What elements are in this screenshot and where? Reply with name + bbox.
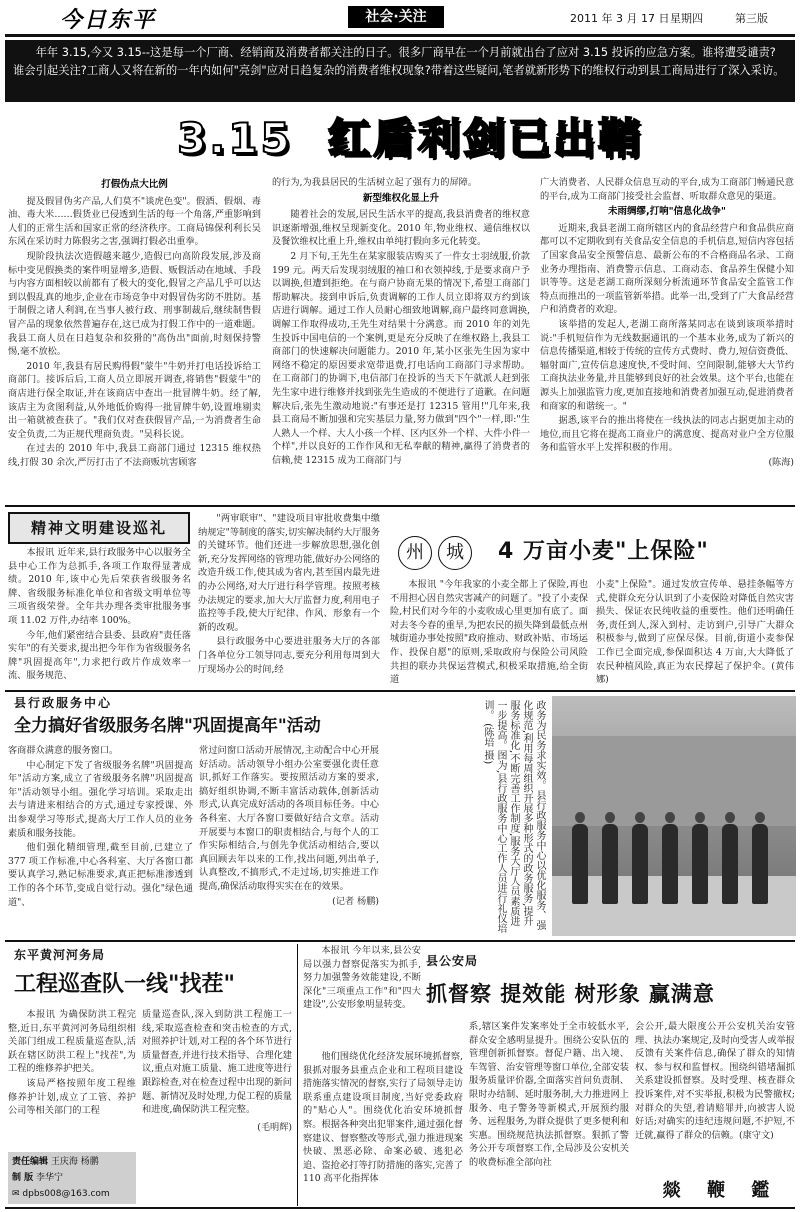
section-rule — [5, 690, 795, 692]
paragraph: 小麦"上保险"。通过发放宣传单、悬挂条幅等方式,使群众充分认识到了小麦保险对降低自然灾害损失、保证农民纯收益的重要性。他们还明确任务,责任到人,深入到村、走访到户,引导广大群众积极参与,做到了应保尽保。目前,街道小麦参保工作已全面完成,参保面积达 4 万亩,大大降低了农民种植风险,真正为农民撑起了保护伞。(黄伟娜) — [596, 579, 794, 684]
paragraph: 随着社会的发展,居民生活水平的提高,我县消费者的维权意识逐渐增强,维权呈现新变化。2010 年,物业维权、通信维权以及餐饮维权比重上升,维权由单纯打假向多元化转变。 — [272, 209, 530, 248]
paragraph: 本报讯 为确保防洪工程完整,近日,东平黄河河务局组织相关部门组成工程质量巡查队,活跃在辖区防洪工程上"找茬",为工程的维修养护把关。 — [8, 1009, 136, 1075]
spirit-col-1 — [8, 546, 191, 684]
police-col-1 — [303, 1050, 463, 1206]
svc-byline: (记者 杨鹏) — [332, 895, 379, 907]
bottom-rule — [5, 1207, 795, 1209]
photo-person — [752, 824, 768, 904]
photo-person — [722, 824, 738, 904]
svc-col-1 — [8, 744, 193, 934]
paragraph: 近期来,我县老湖工商所辖区内的食品经营户和食品供应商都可以不定期收到有关食品安全信息的手机信息,短信内容包括了国家食品安全预警信息、最新公布的不合格商品名录、工商业务办理指南、消费警示信息、工商动态、食品养生保健小知识等等。这是老湖工商所深刻分析流通环节食品安全监管工作特点而推出的一项监管新举措。此举一出,受到了广大食品经营户和消费者的欢迎。 — [540, 222, 794, 316]
main-article-col-2 — [272, 176, 530, 500]
wheat-col-2 — [596, 578, 794, 684]
river-col-2 — [142, 1008, 292, 1202]
river-kicker: 东平黄河河务局 — [14, 948, 106, 962]
editor-row — [12, 1154, 132, 1170]
paragraph: 的行为,为我县居民的生活树立起了强有力的屏障。 — [272, 177, 478, 188]
editor-name: 王庆海 杨鹏 — [50, 1157, 99, 1167]
svc-kicker: 县行政服务中心 — [14, 696, 113, 710]
issue-date: 2011 年 3 月 17 日 — [570, 12, 670, 25]
paragraph: 县行政服务中心要进驻服务大厅的各部门各单位分工领导同志,要充分利用每周到大厅现场办公的时间,经 — [198, 636, 380, 675]
wheat-logo — [398, 536, 478, 570]
paragraph: 他们强化精细管理,截至目前,已建立了 377 项工作标准,中心各科室、大厅各窗口都要认真学习,熟记标准要求,真正把标准渗透到工作的各个环节,变成自觉行动。强化"绿色通道"、 — [8, 842, 193, 908]
newspaper-logo: 今日东平 — [60, 7, 157, 33]
photo-person — [572, 824, 588, 904]
designer-name: 李华宁 — [36, 1173, 64, 1183]
masthead-rule — [5, 34, 795, 37]
caption-text: 政务为民务求实效。县行政服务中心以优化服务、强化规范,利用每周组织开展多种形式的政务服务,提升服务标准化,不断完善工作制度,服务大厅人员素质进一步提高。图为,县行政服务中心工作人员进行礼仪培训。 — [482, 700, 545, 934]
decor-label: 燚 鞭 鑑 — [662, 1180, 780, 1201]
paragraph: 现阶段执法次造假越来越少,造假已向高阶段发展,涉及商标中变见假换类的案件明显增多,造假、贩假活动在地域、手段与内容方面相较以前都有了极大的变化,假冒之产品几乎可以达到以假乱真的地步,企业在市场竞争中对假冒伪劣防不胜防。基于制假之诸人利润,在当事人被行政、刑事制裁后,继续制售假冒产品的现象依然普遍存在,这已成为打假工作中的一道难题。我县工商人员在日趋复杂和狡猾的"高伪出"面前,时刻保持警惕,毫不放松。 — [8, 250, 261, 358]
paragraph: 会公开,最大限度公开公安机关治安管理、执法办案规定,及时向受害人或举报反馈有关案件信息,确保了群众的知情权、参与权和监督权。围绕纠错堵漏抓关系建设抓督察。及时受理、核查群众投诉案件,对不实举报,积极为民警撤权;对群众的失望,着请赔罪并,向被害人说好话;对确实的违纪违规问题,不护短,不迁就,赢得了群众的信赖。(康守文) — [635, 1021, 795, 1141]
svc-photo-caption — [398, 700, 546, 936]
paragraph: 2 月下旬,王先生在某家服装店购买了一件女士羽绒服,价款 199 元。两天后发现羽绒服的袖口和衣领掉线,于是要求商户予以调换,但遭到拒绝。在与商户协商无果的情况下,希望工商部门帮助解决。接到申诉后,负责调解的工作人员立即将双方约到该店进行调解。通过工作人员耐心细致地调解,商户最终同意调换,调解工作取得成功,王先生对结果十分满意。而 2010 年的刘先生投诉中国电信的一个案例,更是充分反映了在维权路上,我县工商部门的快速解决问题能力。2010 年,某小区张先生因为家中网络不稳定的原因要求宽带退费,打电话向工商部门寻求帮助。在工商部门的协调下,电信部门在投诉的当天下午就派人赶到张先生家中进行维修并找到张先生造成的不便进行了道歉。在问题解决后,张先生激动地说:"有事还是打 12315 管用!"几年来,我县工商局不断加强和完实基层力量,努力做到"四个"一样,即:"生人熟人一个样、大人小孩一个样、区内区外一个样、大件小件一个样",并以良好的工作作风和无私奉献的精神,赢得了消费者的信赖,使 12315 成为工商部门与 — [272, 250, 530, 466]
paragraph: 质量巡查队,深入到防洪工程施工一线,采取巡查检查和突击检查的方式,对照养护计划,对工程的各个环节进行质量督查,并进行技术指导、合理化建议,重点对施工质量、施工进度等进行跟踪检查,对在检查过程中出现的新问题、新情况及时处理,力促工程的质量和进度,确保防洪工程完整。 — [142, 1009, 292, 1116]
paragraph: 2010 年,我县有居民购得假"蒙牛"牛奶并打电话投诉给工商部门。接诉后后,工商人员立即展开调查,将销售"假蒙牛"的商店进行保全取证,并在该商店中查出一批冒牌牛奶。经了解,该店主为贪图利益,从外地低价购得一批冒牌牛奶,设置堆剔卖出一箱就被查获了。"我们仅对查获假冒产品,一为消费者生命安全负责,二为正规代理商负责。"吴科长说。 — [8, 360, 261, 440]
paragraph: 客商群众满意的服务窗口。 — [8, 745, 119, 756]
wheat-col-1 — [390, 578, 588, 684]
wheat-logo-char-2: 城 — [438, 536, 472, 570]
main-article-col-1 — [8, 176, 261, 500]
photo-person — [662, 824, 678, 904]
caption-byline: (陈培 摄) — [482, 723, 493, 765]
spirit-col-2 — [198, 512, 380, 684]
email-row — [12, 1186, 132, 1202]
paragraph: 他们围绕优化经济发展环境抓督察,狠抓对服务县重点企业和工程项目建设措施落实情况的督察,实行了局领导走访联系重点建设项目制度,当好党委政府的"贴心人"。围绕优化治安环境抓督察。根据各种突出犯罪案件,通过强化督察建议、督察整改等形式,强力推进现案快破、黑恶必除、命案必破、逃犯必追、盗抢必打等打防措施的落实,完善了 110 高平化指挥体 — [303, 1051, 463, 1185]
police-col-3 — [635, 1020, 795, 1170]
email-icon: ✉ — [12, 1189, 20, 1199]
paragraph: 广大消费者、人民群众信息互动的平台,成为工商部门畅通民意的平台,成为工商部门接受社会监督、听取群众意见的渠道。 — [540, 177, 794, 202]
paragraph: 在过去的 2010 年中,我县工商部门通过 12315 维权热线,打假 30 余次,严厉打击了不法商贩坑害顾客 — [8, 443, 261, 468]
main-subhead-1: 打假伪点大比例 — [101, 179, 168, 190]
spirit-title: 精神文明建设巡礼 — [30, 519, 167, 537]
email-address: dpbs008@163.com — [22, 1189, 110, 1199]
masthead — [0, 0, 800, 36]
police-headline: 抓督察 提效能 树形象 赢满意 — [426, 981, 715, 1006]
credits-box — [8, 1152, 136, 1204]
photo-person — [632, 824, 648, 904]
section-rule — [5, 505, 795, 507]
paragraph: 本报讯 近年来,县行政服务中心以服务全县中心工作为总抓手,各项工作取得显著成绩。2010 年,该中心先后荣获省级服务名牌、省级服务标准化单位和省级文明单位等三项省级荣誉。全年共办理各类审批服务事项 11.02 万件,办结率 100%。 — [8, 547, 191, 626]
wheat-headline: 4 万亩小麦"上保险" — [498, 539, 709, 564]
photo-person — [602, 824, 618, 904]
paragraph: 据悉,该平台的推出将使在一线执法的同志占据更加主动的地位,而且它将在提高工商业户的满意度、提高对业户全方位服务和监管水平上发挥积极的作用。 — [540, 415, 794, 454]
paragraph: 本报讯 今年以来,县公安局以强力督察促落实为抓手,努力加强警务效能建设,不断深化"三项重点工作"和"四大建设",公安形象明显转变。 — [303, 945, 421, 1011]
issue-weekday: 星期四 — [670, 12, 703, 25]
photo-person — [692, 824, 708, 904]
paragraph: 该局严格按照年度工程维修养护计划,成立了工管、养护公司等相关部门的工程 — [8, 1077, 136, 1117]
page-number: 第三版 — [735, 12, 768, 25]
main-subhead-2: 新型维权化显上升 — [362, 192, 439, 204]
main-article-col-3 — [540, 176, 794, 500]
paragraph: 本报讯 "今年我家的小麦全都上了保险,再也不用担心因自然灾害减产的问题了。"投了小麦保险,村民们对今年的小麦收成心里更加有底了。面对去冬今春的重旱,为把农民的损失降到最低点州城街道办事处按照"政府推动、财政补贴、市场运作、投保自愿"的原则,采取政府与保险公司风险共担的联办共保运营模式,积极采取措施,给全街道 — [390, 579, 588, 684]
designer-row — [12, 1170, 132, 1186]
paragraph: 提及假冒伪劣产品,人们莫不"谈虎色变"。假酒、假烟、毒油、毒大米……假货业已侵透到生活的每一个角落,严重影响到人们的正常生活和国家正常的经济秩序。工商局锦保利利长吴东风在采访时力陈假劣之害,强调打假必出重拳。 — [8, 195, 261, 248]
training-photo — [552, 696, 796, 936]
section-rule — [5, 940, 795, 942]
svc-col-2 — [199, 744, 379, 934]
police-col-2 — [469, 1020, 629, 1206]
river-byline: (毛明辉) — [257, 1121, 292, 1133]
editor-label: 责任编辑 — [12, 1157, 49, 1167]
police-lead — [303, 944, 421, 1048]
river-col-1 — [8, 1008, 136, 1146]
spirit-title-box — [8, 512, 190, 544]
paragraph: "两审联审"、"建设项目审批收费集中缴纳规定"等制度的落实,切实解决制约大厅服务的关键环节。他们还进一步解放思想,强化创新,充分发挥网络的管理功能,做好办公网络的改造升级工作,使其成为省内,甚至国内最先进的办公网络,对大厅进行科学管理。按照考核办法规定的要求,加大大厅监督力度,利用电子监控等手段,使大厅纪律、作风、形象有一个新的改观。 — [198, 513, 380, 633]
intro-banner — [5, 40, 795, 102]
paragraph: 该举措的发起人,老湖工商所落某同志在谈到该项举措时说:"手机短信作为无线数据通讯的一个基本业务,成为了新兴的信息传播渠道,相较于传统的宣传方式费时、费力,短信资费低、辐射面广,宣传信息速度快,不受时间、空间限制,能够大大节约工商执法业务量,并且能够到良好的社会效果。这个平台,也能在源头上加强监管力度,更加直接地和消费者加强互动,促进消费者和商家的和谐统一。" — [540, 318, 794, 412]
wheat-logo-char-1: 州 — [398, 536, 432, 570]
paragraph: 中心制定下发了省级服务名牌"巩固提高年"活动方案,成立了省级服务名牌"巩固提高年"活动领导小组。强化学习培训。采取走出去与请进来相结合的方式,通过专家授课、外出参观学习等形式,提高大厅工作人员的业务素质和服务技能。 — [8, 759, 193, 839]
paragraph: 今年,他们紧密结合县委、县政府"责任落实年"的有关要求,提出把今年作为省级服务名牌"巩固提高年",力求把行政片作成效率一流、服务规范、 — [8, 629, 191, 682]
main-subhead-3: 未雨绸缪,打响"信息化战争" — [607, 206, 726, 218]
svc-headline: 全力搞好省级服务名牌"巩固提高年"活动 — [14, 716, 321, 736]
main-headline: 3.15 红盾利剑已出鞘 — [177, 114, 643, 163]
design-label: 制 版 — [12, 1173, 34, 1183]
paragraph: 系,辖区案件发案率处于全市较低水平,群众安全感明显提升。围绕公安队伍的管理创新抓督察。督促户籍、出入境、车驾管、治安管理等窗口单位,全部安装服务质量评价器,全面落实首问负责制、限时办结制、延时服务制,大力推进网上服务、电子警务等新模式,开展预约服务、远程服务,为群众提供了更多便利和实惠。围绕规范执法抓督察。狠抓了警务公开专项督察工作,全局涉及公安机关的收费标准全部向社 — [469, 1021, 629, 1168]
paragraph: 常过问窗口活动开展情况,主动配合中心开展好活动。活动领导小组办公室要强化责任意识,抓好工作落实。要按照活动方案的要求,搞好组织协调,不断丰富活动载体,创新活动形式,认真完成好活动的各项目标任务。中心各科室、大厅各窗口要做好结合文章。活动开展要与本窗口的职责相结合,与每个人的工作实际相结合,与创先争优活动相结合,要以真回顾去年以来的工作,找出问题,列出单子,认真整改,不搞形式,不走过场,切实推进工作提高,确保活动取得实实在在的效果。 — [199, 745, 379, 892]
intro-text: 年年 3.15,今又 3.15--这是每一个厂商、经销商及消费者都关注的日子。很多厂商早在一个月前就出台了应对 3.15 投诉的应急方案。谁将遭受谴责?谁会引起关注?工商人又将在新的一年内如何"亮剑"应对日趋复杂的消费者维权现象?带着这些疑问,笔者就新形势下的维权行动到县工商局进行了深入采访。 — [13, 46, 785, 77]
section-badge: 社会·关注 — [348, 6, 444, 28]
column-divider — [297, 944, 298, 1206]
main-byline: (陈海) — [768, 456, 794, 468]
river-headline: 工程巡查队一线"找茬" — [14, 971, 235, 997]
police-kicker: 县公安局 — [426, 954, 479, 968]
